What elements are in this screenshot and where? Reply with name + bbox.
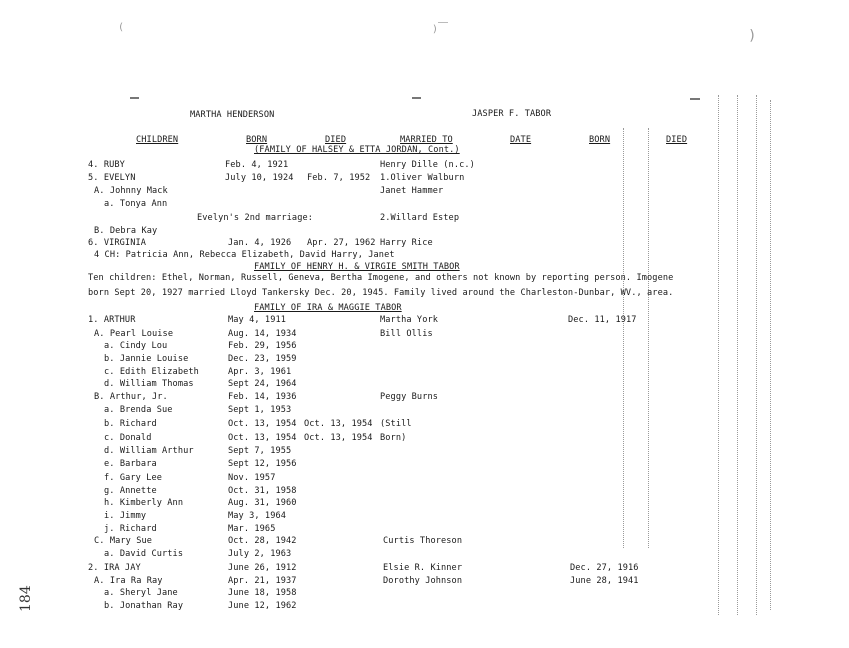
- row-name: a. Brenda Sue: [104, 405, 173, 415]
- row-born: July 10, 1924: [225, 173, 294, 183]
- row-spouse-born: Dec. 11, 1917: [568, 315, 637, 325]
- page-number: 184: [18, 585, 34, 612]
- row-name: i. Jimmy: [104, 511, 147, 521]
- row-name: j. Richard: [104, 524, 157, 534]
- row-born: Sept 12, 1956: [228, 459, 297, 469]
- row-married: Harry Rice: [380, 238, 433, 248]
- section-halsey: (FAMILY OF HALSEY & ETTA JORDAN, Cont.): [254, 145, 460, 155]
- row-name: B. Arthur, Jr.: [94, 392, 168, 402]
- row-married: 1.Oliver Walburn: [380, 173, 465, 183]
- row-spouse-born: June 28, 1941: [570, 576, 639, 586]
- row-married: Curtis Thoreson: [383, 536, 463, 546]
- row-born: Feb. 4, 1921: [225, 160, 289, 170]
- scan-mark: ): [748, 28, 757, 44]
- scan-mark: ): [432, 24, 439, 35]
- row-born: Oct. 13, 1954: [228, 419, 297, 429]
- scan-mark: [690, 98, 700, 100]
- row-name: h. Kimberly Ann: [104, 498, 184, 508]
- row-name: b. Richard: [104, 419, 157, 429]
- row-name: a. David Curtis: [104, 549, 184, 559]
- row-name: A. Johnny Mack: [94, 186, 168, 196]
- header-left-name: MARTHA HENDERSON: [190, 110, 275, 120]
- row-born: Aug. 14, 1934: [228, 329, 297, 339]
- col-died-spouse: DIED: [666, 135, 688, 145]
- row-name: g. Annette: [104, 486, 157, 496]
- row-born: May 4, 1911: [228, 315, 287, 325]
- row-name: C. Mary Sue: [94, 536, 153, 546]
- row-married: Martha York: [380, 315, 439, 325]
- row-name: 1. ARTHUR: [88, 315, 136, 325]
- row-name: B. Debra Kay: [94, 226, 158, 236]
- row-name: d. William Thomas: [104, 379, 194, 389]
- row-born: June 18, 1958: [228, 588, 297, 598]
- row-name: A. Pearl Louise: [94, 329, 174, 339]
- ruling-line: [770, 100, 771, 610]
- section-ira: FAMILY OF IRA & MAGGIE TABOR: [254, 303, 402, 313]
- ruling-line: [623, 128, 624, 548]
- row-born: Feb. 14, 1936: [228, 392, 297, 402]
- row-married: Bill Ollis: [380, 329, 433, 339]
- scan-mark: (: [118, 22, 125, 33]
- col-born: BORN: [246, 135, 268, 145]
- row-died: Feb. 7, 1952: [307, 173, 371, 183]
- row-died: Apr. 27, 1962: [307, 238, 376, 248]
- row-name: f. Gary Lee: [104, 473, 163, 483]
- row-name: b. Jonathan Ray: [104, 601, 184, 611]
- col-born-spouse: BORN: [589, 135, 611, 145]
- row-note: Evelyn's 2nd marriage:: [197, 213, 314, 223]
- scan-mark: [412, 97, 421, 99]
- row-name: e. Barbara: [104, 459, 157, 469]
- row-born: Sept 7, 1955: [228, 446, 292, 456]
- row-married: Elsie R. Kinner: [383, 563, 463, 573]
- col-married-to: MARRIED TO: [400, 135, 453, 145]
- paragraph-line-2: born Sept 20, 1927 married Lloyd Tankersky Dec. 20, 1945. Family lived around the Charleston-Dunbar, WV., area.: [88, 288, 674, 298]
- row-born: Jan. 4, 1926: [228, 238, 292, 248]
- row-born: Apr. 3, 1961: [228, 367, 292, 377]
- scan-mark: [438, 22, 448, 23]
- row-married: Janet Hammer: [380, 186, 444, 196]
- row-born: Aug. 31, 1960: [228, 498, 297, 508]
- col-date: DATE: [510, 135, 532, 145]
- row-born: Feb. 29, 1956: [228, 341, 297, 351]
- row-born: Oct. 13, 1954: [228, 433, 297, 443]
- scan-mark: [130, 97, 139, 99]
- row-born: May 3, 1964: [228, 511, 287, 521]
- row-married: Born): [380, 433, 407, 443]
- col-died: DIED: [325, 135, 347, 145]
- row-name: A. Ira Ra Ray: [94, 576, 163, 586]
- row-born: Apr. 21, 1937: [228, 576, 297, 586]
- row-name: c. Edith Elizabeth: [104, 367, 199, 377]
- section-henry: FAMILY OF HENRY H. & VIRGIE SMITH TABOR: [254, 262, 460, 272]
- row-born: Sept 24, 1964: [228, 379, 297, 389]
- row-name: b. Jannie Louise: [104, 354, 189, 364]
- row-married: (Still: [380, 419, 412, 429]
- row-name: 6. VIRGINIA: [88, 238, 147, 248]
- header-right-name: JASPER F. TABOR: [472, 109, 552, 119]
- row-born: Oct. 31, 1958: [228, 486, 297, 496]
- ruling-line: [756, 95, 757, 615]
- row-name: 2. IRA JAY: [88, 563, 141, 573]
- row-name: c. Donald: [104, 433, 152, 443]
- row-born: Oct. 28, 1942: [228, 536, 297, 546]
- row-name: 5. EVELYN: [88, 173, 136, 183]
- row-born: Mar. 1965: [228, 524, 276, 534]
- row-spouse-born: Dec. 27, 1916: [570, 563, 639, 573]
- row-born: July 2, 1963: [228, 549, 292, 559]
- row-born: Sept 1, 1953: [228, 405, 292, 415]
- row-name: a. Tonya Ann: [104, 199, 168, 209]
- row-name: a. Cindy Lou: [104, 341, 168, 351]
- row-married: Henry Dille (n.c.): [380, 160, 475, 170]
- row-died: Oct. 13, 1954: [304, 419, 373, 429]
- row-name: 4. RUBY: [88, 160, 125, 170]
- row-died: Oct. 13, 1954: [304, 433, 373, 443]
- ruling-line: [737, 95, 738, 615]
- row-born: June 12, 1962: [228, 601, 297, 611]
- row-born: Dec. 23, 1959: [228, 354, 297, 364]
- ruling-line: [648, 128, 649, 548]
- row-born: Nov. 1957: [228, 473, 276, 483]
- row-name: a. Sheryl Jane: [104, 588, 178, 598]
- row-born: June 26, 1912: [228, 563, 297, 573]
- row-name: d. William Arthur: [104, 446, 194, 456]
- row-children-note: 4 CH: Patricia Ann, Rebecca Elizabeth, David Harry, Janet: [94, 250, 395, 260]
- row-married: Peggy Burns: [380, 392, 439, 402]
- col-children: CHILDREN: [136, 135, 179, 145]
- ruling-line: [718, 95, 719, 615]
- row-married: 2.Willard Estep: [380, 213, 460, 223]
- paragraph-line-1: Ten children: Ethel, Norman, Russell, Geneva, Bertha Imogene, and others not known by reporting person. Imogene: [88, 273, 674, 283]
- row-married: Dorothy Johnson: [383, 576, 463, 586]
